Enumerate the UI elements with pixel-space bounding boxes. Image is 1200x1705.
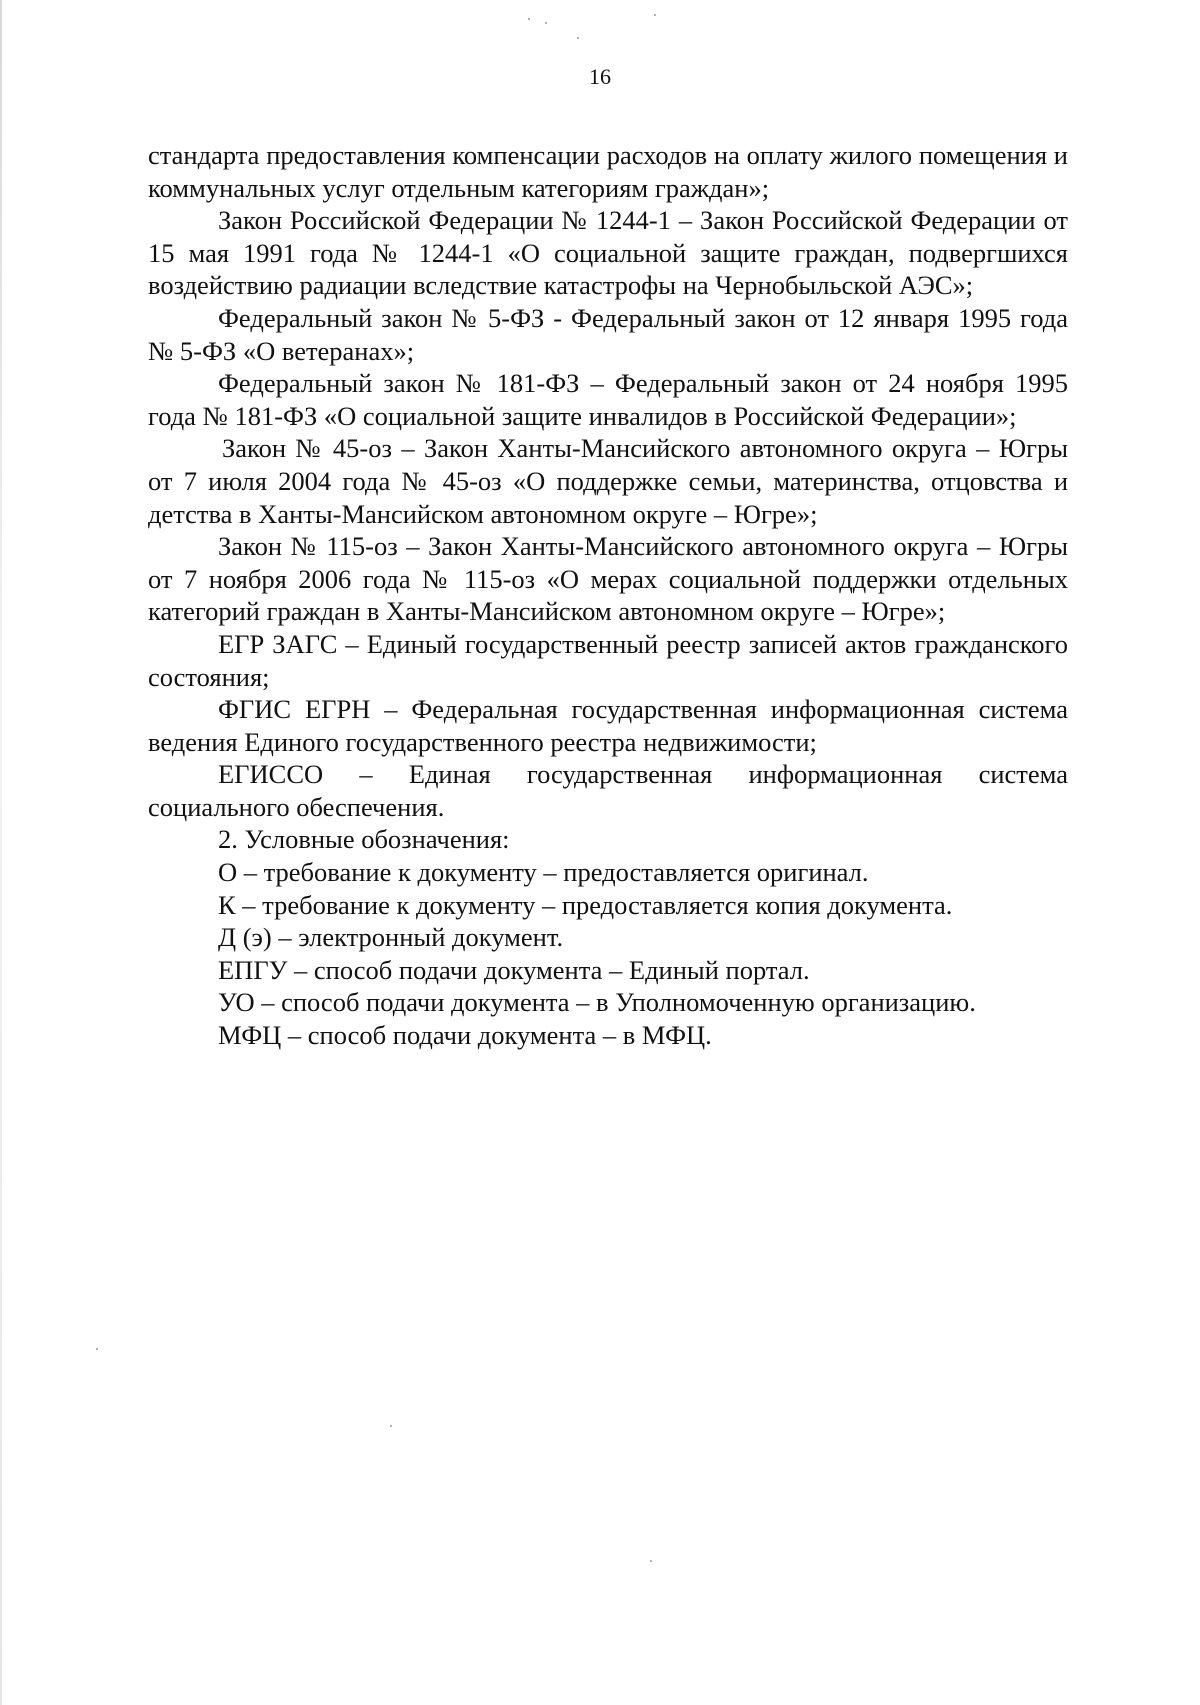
scan-speck bbox=[650, 1560, 652, 1562]
paragraph-standard-continuation: стандарта предоставления компенсации расходов на оплату жилого помещения и коммунальных услуг отдельным категориям граждан»; bbox=[148, 140, 1068, 203]
page-number: 16 bbox=[589, 64, 611, 89]
scan-speck bbox=[545, 22, 547, 24]
scan-speck bbox=[528, 18, 530, 20]
paragraph-law-1244-1: Закон Российской Федерации № 1244-1 – Закон Российской Федерации от 15 мая 1991 года № 1244-1 «О социальной защите граждан, подвергшихся воздействию радиации вследствие катастрофы на Чернобыльской АЭС»; bbox=[148, 205, 1068, 301]
scan-speck bbox=[654, 14, 656, 16]
paragraph-fgis-egrn: ФГИС ЕГРН – Федеральная государственная информационная система ведения Единого государственного реестра недвижимости; bbox=[148, 694, 1068, 757]
paragraph-law-45-oz: Закон № 45-оз – Закон Ханты-Мансийского автономного округа – Югры от 7 июля 2004 года № 45-оз «О поддержке семьи, материнства, отцовства и детства в Ханты-Мансийском автономном округе – Югре»; bbox=[148, 433, 1068, 529]
scan-speck bbox=[96, 1348, 98, 1350]
document-body bbox=[148, 139, 1068, 1052]
paragraph-law-181-fz: Федеральный закон № 181-ФЗ – Федеральный закон от 24 ноября 1995 года № 181-ФЗ «О социальной защите инвалидов в Российской Федерации»; bbox=[148, 368, 1068, 431]
paragraph-law-5-fz: Федеральный закон № 5-ФЗ - Федеральный закон от 12 января 1995 года № 5-ФЗ «О ветеранах»; bbox=[148, 302, 1068, 366]
legend-epgu: ЕПГУ – способ подачи документа – Единый портал. bbox=[218, 954, 810, 985]
legend-original: О – требование к документу – предоставляется оригинал. bbox=[218, 857, 869, 888]
paragraph-law-115-oz: Закон № 115-оз – Закон Ханты-Мансийского автономного округа – Югры от 7 ноября 2006 года № 115-оз «О мерах социальной поддержки отдельных категорий граждан в Ханты-Мансийском автономном округе – Югре»; bbox=[148, 531, 1068, 627]
legend-uo: УО – способ подачи документа – в Уполномоченную организацию. bbox=[218, 987, 976, 1018]
paragraph-egr-zags: ЕГР ЗАГС – Единый государственный реестр записей актов гражданского состояния; bbox=[148, 628, 1068, 692]
scan-speck bbox=[390, 1425, 392, 1427]
legend-mfc: МФЦ – способ подачи документа – в МФЦ. bbox=[218, 1020, 712, 1051]
legend-electronic: Д (э) – электронный документ. bbox=[218, 922, 564, 953]
scan-edge-shadow bbox=[0, 0, 2, 1705]
paragraph-egisso: ЕГИССО – Единая государственная информационная система социального обеспечения. bbox=[148, 759, 1068, 822]
section-heading-conventions: 2. Условные обозначения: bbox=[218, 824, 510, 855]
scan-speck bbox=[577, 37, 579, 39]
legend-copy: К – требование к документу – предоставляется копия документа. bbox=[218, 889, 953, 920]
